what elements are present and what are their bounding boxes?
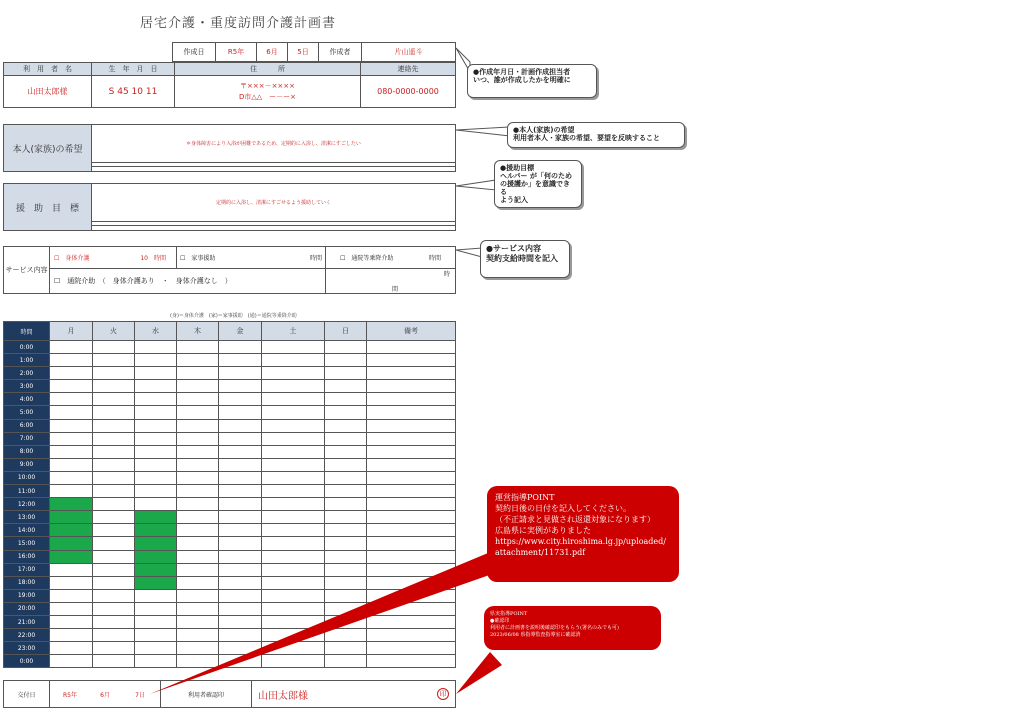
schedule-header-5: 金 — [219, 322, 262, 341]
unit-a: 時 — [443, 271, 450, 279]
birth-header: 生 年 月 日 — [92, 63, 175, 76]
pointer-c2 — [456, 127, 510, 136]
user-name[interactable]: 山田太郎様 — [4, 76, 92, 108]
user-name-header: 利 用 者 名 — [4, 63, 92, 76]
author-label: 作成者 — [319, 43, 362, 62]
pointer-point1 — [150, 548, 518, 694]
hospital-checkbox[interactable]: ☐ 通院介助 （ 身体介護あり ・ 身体介護なし ） — [54, 277, 232, 286]
house-checkbox[interactable]: ☐ 家事援助 — [180, 255, 216, 263]
schedule-time: 14:00 — [4, 524, 50, 537]
pointer-point2 — [456, 652, 502, 694]
contact[interactable]: 080-0000-0000 — [361, 76, 456, 108]
schedule-time: 2:00 — [4, 367, 50, 380]
body-care-hours[interactable]: 10 時間 — [140, 255, 166, 263]
created-day[interactable]: 5日 — [288, 43, 319, 62]
ride-unit: 時間 — [428, 255, 441, 263]
schedule-time: 11:00 — [4, 485, 50, 498]
issue-month[interactable]: 6月 — [90, 681, 120, 708]
contact-header: 連絡先 — [361, 63, 456, 76]
schedule-time: 10:00 — [4, 471, 50, 484]
schedule-time: 1:00 — [4, 354, 50, 367]
address-line1: 〒×××－×××× — [239, 81, 296, 90]
schedule-time: 19:00 — [4, 589, 50, 602]
created-month[interactable]: 6月 — [257, 43, 288, 62]
schedule-time: 8:00 — [4, 445, 50, 458]
legend-line: (身)＝身体介護 (家)＝家事援助 (通)＝通院等乗降介助 — [170, 313, 297, 319]
point-box-2 — [484, 606, 661, 650]
goal-text[interactable]: 定期的に入浴し、清潔にすごせるよう援助していく — [92, 184, 456, 222]
issue-day[interactable]: 7日 — [120, 681, 161, 708]
service-label: サービス内容 — [4, 247, 50, 294]
ride-checkbox[interactable]: ☐ 通院等乗降介助 — [340, 255, 394, 263]
issue-label: 交付日 — [4, 681, 50, 708]
schedule-header-6: 土 — [262, 322, 325, 341]
house-unit: 時間 — [309, 255, 322, 263]
schedule-header-1: 月 — [50, 322, 93, 341]
signature: 山田太郎様 — [258, 690, 308, 702]
point1-line3: 広島県に実例がありました — [495, 526, 591, 535]
point2-line3: 2023/06/08 県指導監査指導室に確認済 — [490, 632, 581, 638]
body-care-checkbox[interactable]: ☐ 身体介護 — [54, 255, 90, 263]
page-title: 居宅介護・重度訪問介護計画書 — [140, 16, 337, 31]
schedule-time: 17:00 — [4, 563, 50, 576]
schedule-header-8: 備考 — [367, 322, 456, 341]
issue-year[interactable]: R5年 — [50, 681, 91, 708]
seal-mark: 印 — [437, 688, 449, 700]
schedule-time: 3:00 — [4, 380, 50, 393]
callout-created: ●作成年月日・計画作成担当者 いつ、誰が作成したかを明確に — [467, 64, 597, 98]
author-value[interactable]: 片山遥斗 — [362, 43, 456, 62]
unit-b: 間 — [392, 286, 399, 293]
schedule-header-2: 火 — [93, 322, 135, 341]
schedule-time: 4:00 — [4, 393, 50, 406]
schedule-header-7: 日 — [325, 322, 367, 341]
schedule-time: 7:00 — [4, 432, 50, 445]
created-label: 作成日 — [173, 43, 216, 62]
schedule-time: 5:00 — [4, 406, 50, 419]
callout-wish: ●本人(家族)の希望 利用者本人・家族の希望、要望を反映すること — [507, 122, 685, 148]
pointer-c4 — [456, 248, 482, 257]
schedule-time: 12:00 — [4, 498, 50, 511]
schedule-time: 21:00 — [4, 615, 50, 628]
schedule-header-4: 木 — [177, 322, 219, 341]
schedule-time: 13:00 — [4, 511, 50, 524]
point1-line1: 契約日後の日付を記入してください。 — [495, 504, 631, 513]
goal-label: 援 助 目 標 — [4, 184, 92, 231]
wish-label: 本人(家族)の希望 — [4, 125, 92, 172]
schedule-time: 18:00 — [4, 576, 50, 589]
schedule-time: 9:00 — [4, 458, 50, 471]
point1-line5[interactable]: attachment/11731.pdf — [495, 548, 586, 557]
callout-service: ●サービス内容 契約支給時間を記入 — [480, 240, 570, 278]
schedule-time: 6:00 — [4, 419, 50, 432]
wish-text[interactable]: ＊身体障害により入浴が困難であるため、定期的に入浴し、清潔にすごしたい — [92, 125, 456, 163]
schedule-time: 20:00 — [4, 602, 50, 615]
point2-title: 県実指導POINT — [490, 611, 528, 617]
address-header: 住 所 — [175, 63, 361, 76]
schedule-header-0: 時間 — [4, 322, 50, 341]
created-year[interactable]: R5年 — [216, 43, 257, 62]
point1-line2: （不正請求と見做され返還対象になります） — [495, 515, 655, 524]
schedule-time: 15:00 — [4, 537, 50, 550]
schedule-time: 0:00 — [4, 655, 50, 668]
confirm-label: 利用者確認印 — [161, 681, 252, 708]
point-box-1 — [487, 486, 679, 582]
schedule-time: 23:00 — [4, 642, 50, 655]
address-line2: D市△△ ー－ー× — [238, 92, 297, 101]
schedule-time: 0:00 — [4, 341, 50, 354]
schedule-time: 16:00 — [4, 550, 50, 563]
point2-line1: ●確認印 — [490, 618, 510, 624]
pointer-c3 — [456, 180, 496, 190]
point1-line4[interactable]: https://www.city.hiroshima.lg.jp/uploaded/ — [495, 537, 666, 546]
point2-line2: 利用者に計画書を説明後確認印をもらう(署名のみでも可) — [490, 625, 619, 631]
birth-date[interactable]: S 45 10 11 — [92, 76, 175, 108]
callout-goal: ●援助目標 ヘルパー が「何のため の援護か」を意識できる よう記入 — [494, 160, 582, 208]
schedule-time: 22:00 — [4, 629, 50, 642]
schedule-header-3: 水 — [135, 322, 177, 341]
point1-title: 運営指導POINT — [495, 493, 555, 502]
